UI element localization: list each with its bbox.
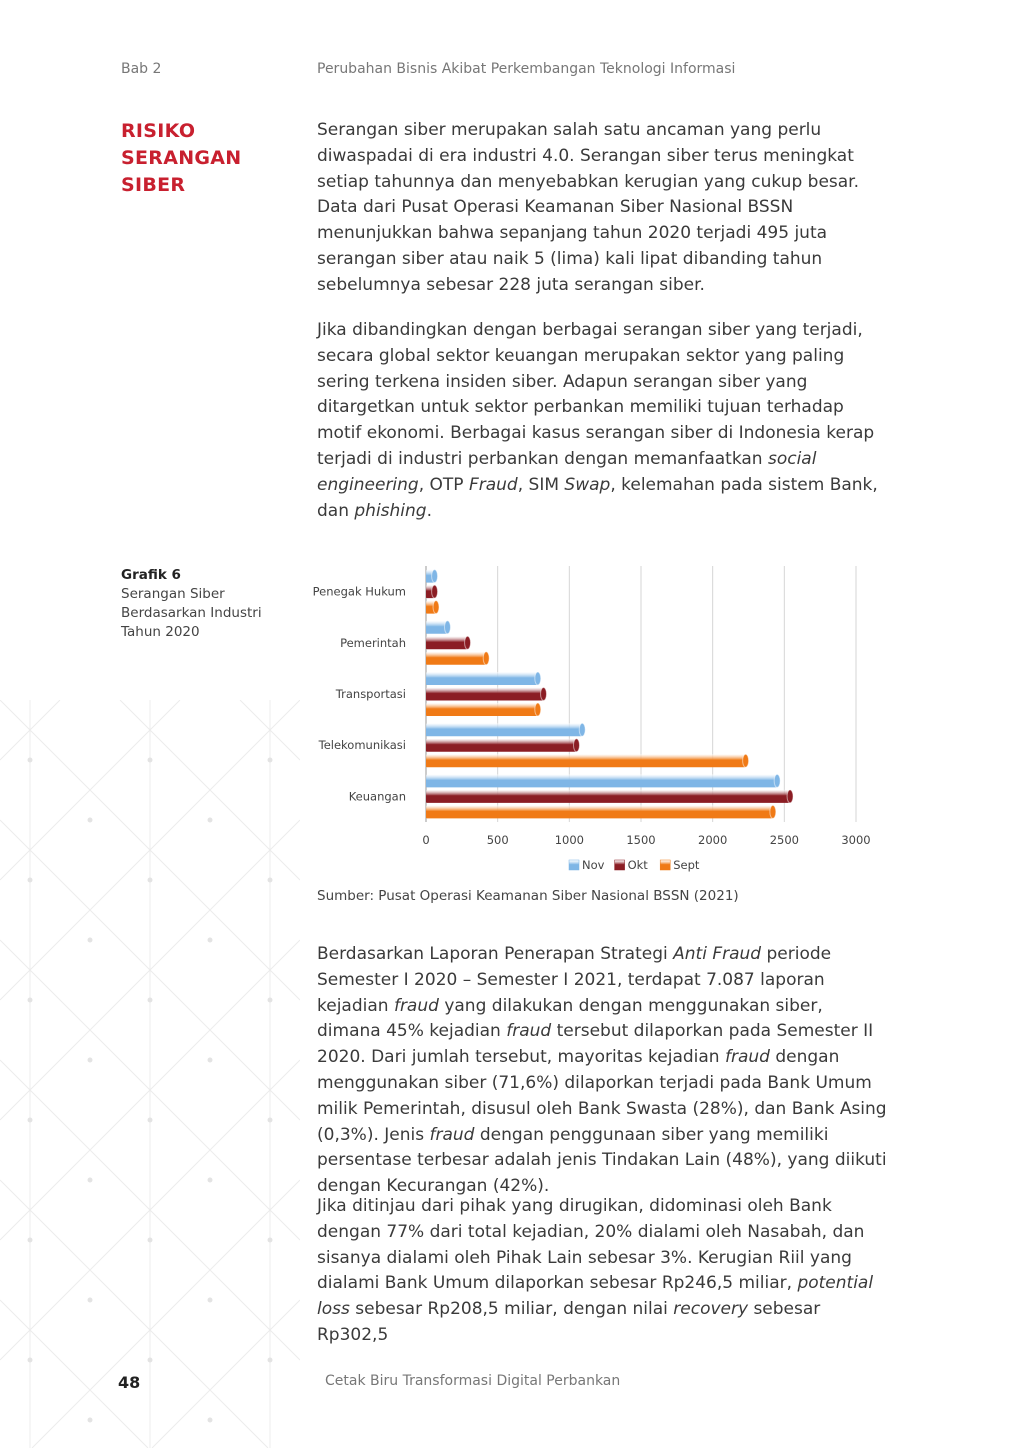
- footer-title: Cetak Biru Transformasi Digital Perbankan: [325, 1373, 621, 1389]
- section-title: [121, 118, 301, 199]
- bar: [426, 790, 790, 803]
- y-category-label: Telekomunikasi: [318, 738, 406, 753]
- legend-label: Okt: [627, 858, 648, 872]
- text-run: Jika dibandingkan dengan berbagai serangan siber yang terjadi, secara global sektor keuangan merupakan sektor yang paling sering terkena insiden siber. Adapun serangan siber yang ditargetkan untuk sektor perbankan memiliki tujuan terhadap motif ekonomi. Berbagai kasus serangan siber di Indonesia kerap terjadi di industri perbankan dengan memanfaatkan: [317, 320, 875, 469]
- bar-end-cap: [787, 790, 793, 803]
- figure-caption: [121, 566, 301, 642]
- bar: [426, 652, 486, 665]
- italic-term: Swap: [564, 474, 611, 495]
- text-run: dengan menggunakan siber (71,6%) dilaporkan terjadi pada Bank Umum milik Pemerintah, disusul oleh Bank Swasta (28%), dan Bank Asing (0,3%). Jenis: [317, 1047, 887, 1145]
- bar: [426, 739, 577, 752]
- body-paragraph: [317, 318, 887, 524]
- text-run: , SIM: [517, 474, 565, 495]
- text-run: sebesar Rp302,5: [317, 1299, 821, 1345]
- bar-end-cap: [483, 652, 489, 665]
- text-run: dengan penggunaan siber yang memiliki persentase terbesar adalah jenis Tindakan Lain (48%), yang diikuti dengan Kecurangan (42%).: [317, 1124, 887, 1197]
- y-category-label: Transportasi: [335, 687, 406, 701]
- italic-term: Anti Fraud: [673, 944, 762, 964]
- italic-term: fraud: [724, 1047, 770, 1068]
- bar-chart: [310, 560, 890, 885]
- legend-swatch: [615, 860, 625, 870]
- body-paragraph: [317, 1194, 887, 1349]
- text-run: Serangan siber merupakan salah satu ancaman yang perlu diwaspadai di era industri 4.0. Serangan siber terus meningkat setiap tahunnya dan menyebabkan kerugian yang cukup besar. Data dari Pusat Operasi Keamanan Siber Nasional BSSN menunjukkan bahwa sepanjang tahun 2020 terjadi 495 juta serangan siber atau naik 5 (lima) kali lipat dibanding tahun sebelumnya sebesar 228 juta serangan siber.: [317, 120, 860, 295]
- bar-end-cap: [535, 672, 541, 685]
- figure-caption-text: Serangan Siber Berdasarkan Industri Tahun 2020: [121, 586, 262, 640]
- x-tick-label: 2000: [698, 833, 728, 847]
- italic-term: fraud: [393, 995, 439, 1016]
- chapter-label: Bab 2: [121, 61, 162, 77]
- bar-end-cap: [574, 739, 580, 752]
- bar-end-cap: [465, 636, 471, 649]
- text-run: Jika ditinjau dari pihak yang dirugikan, didominasi oleh Bank dengan 77% dari total kejadian, 20% dialami oleh Nasabah, dan sisanya dialami oleh Pihak Lain sebesar 3%. Kerugian Riil yang dialami Bank Umum dilaporkan sebesar Rp246,5 miliar,: [317, 1196, 865, 1294]
- bar: [426, 723, 582, 736]
- bar-end-cap: [774, 774, 780, 787]
- page-number: 48: [118, 1373, 141, 1392]
- bar-end-cap: [433, 601, 439, 614]
- text-run: yang dilakukan dengan menggunakan siber, dimana 45% kejadian: [317, 995, 823, 1042]
- text-run: Berdasarkan Laporan Penerapan Strategi: [317, 944, 674, 964]
- bar: [426, 774, 777, 787]
- bar-end-cap: [743, 754, 749, 767]
- x-tick-label: 1500: [626, 833, 656, 847]
- bar: [426, 672, 538, 685]
- x-tick-label: 500: [486, 833, 509, 847]
- text-run: periode Semester I 2020 – Semester I 2021, terdapat 7.087 laporan kejadian: [317, 944, 832, 1016]
- x-tick-label: 2500: [769, 833, 799, 847]
- legend-swatch: [660, 860, 670, 870]
- x-tick-label: 3000: [841, 833, 871, 847]
- bar: [426, 805, 773, 818]
- bar-end-cap: [770, 805, 776, 818]
- bar: [426, 703, 538, 716]
- italic-term: social engineering: [317, 448, 817, 495]
- legend-label: Sept: [673, 858, 700, 872]
- bar: [426, 754, 746, 767]
- italic-term: Fraud: [468, 474, 518, 495]
- body-paragraph: [317, 118, 887, 299]
- italic-term: fraud: [506, 1021, 552, 1042]
- section-title-line: SIBER: [121, 174, 186, 196]
- bar-end-cap: [445, 621, 451, 634]
- section-title-line: RISIKO: [121, 120, 196, 142]
- bar: [426, 688, 544, 701]
- x-tick-label: 0: [422, 833, 430, 847]
- y-category-label: Penegak Hukum: [312, 584, 406, 599]
- legend-swatch: [569, 860, 579, 870]
- bar-end-cap: [541, 688, 547, 701]
- bar-end-cap: [432, 585, 438, 598]
- italic-term: phishing: [354, 500, 427, 521]
- bar-end-cap: [535, 703, 541, 716]
- running-header-title: Perubahan Bisnis Akibat Perkembangan Teknologi Informasi: [317, 61, 736, 77]
- italic-term: potential loss: [317, 1273, 874, 1320]
- body-paragraph: [317, 942, 887, 1200]
- figure-source: Sumber: Pusat Operasi Keamanan Siber Nasional BSSN (2021): [317, 888, 739, 904]
- text-run: tersebut dilaporkan pada Semester II 2020. Dari jumlah tersebut, mayoritas kejadian: [317, 1021, 874, 1068]
- italic-term: fraud: [429, 1124, 475, 1145]
- bar-end-cap: [579, 723, 585, 736]
- x-tick-label: 1000: [554, 833, 584, 847]
- y-category-label: Pemerintah: [340, 635, 406, 650]
- bar-end-cap: [432, 570, 438, 583]
- bar: [426, 636, 468, 649]
- text-run: , kelemahan pada sistem Bank, dan: [317, 474, 878, 521]
- section-title-line: SERANGAN: [121, 147, 242, 169]
- legend-label: Nov: [582, 858, 605, 872]
- text-run: .: [426, 500, 433, 521]
- figure-number: Grafik 6: [121, 567, 181, 583]
- text-run: , OTP: [418, 474, 469, 495]
- decorative-background-pattern: [0, 700, 300, 1448]
- text-run: sebesar Rp208,5 miliar, dengan nilai: [349, 1299, 674, 1320]
- y-category-label: Keuangan: [348, 789, 406, 804]
- italic-term: recovery: [673, 1299, 749, 1320]
